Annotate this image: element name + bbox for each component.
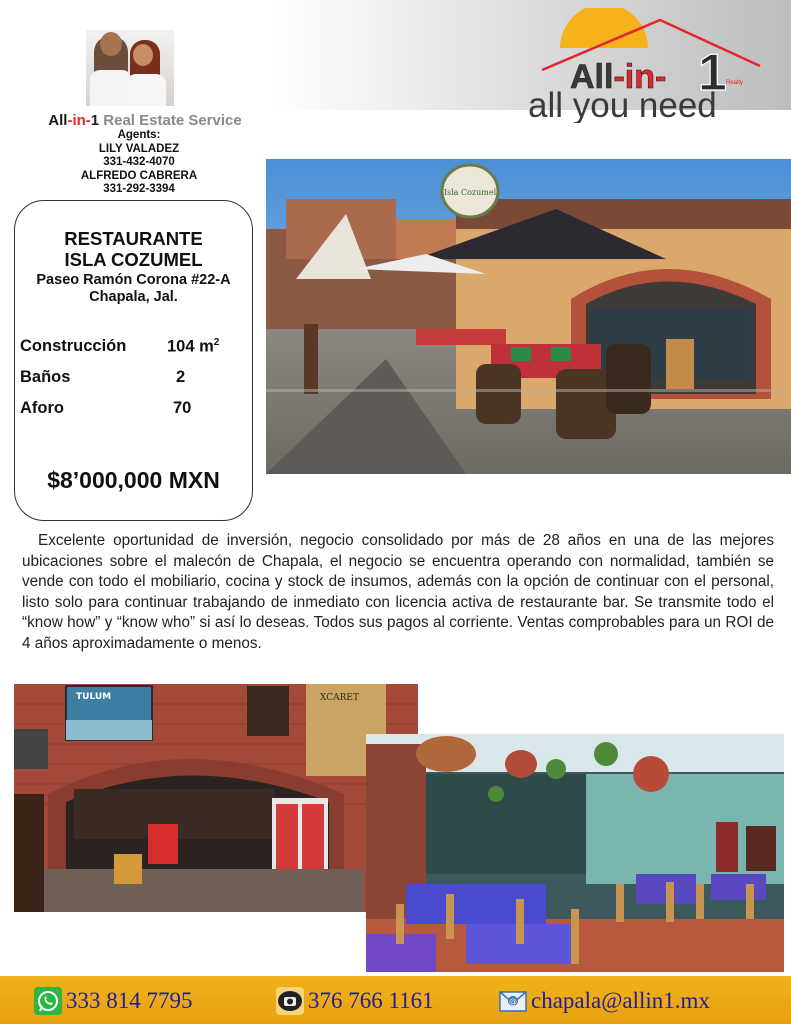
agents-photo: [86, 30, 174, 106]
spec-value-banos: 2: [176, 368, 186, 386]
spec-label-construccion: Construcción: [20, 337, 127, 355]
whatsapp-icon: [34, 987, 62, 1015]
agents-contact-block: [40, 129, 238, 197]
bar-interior-photo: [14, 684, 418, 912]
agent-name: LILY VALADEZ: [98, 142, 180, 155]
company-logo: [520, 8, 775, 123]
email-contact[interactable]: [499, 986, 710, 1016]
spec-value-aforo: 70: [173, 399, 192, 417]
spec-label-banos: Baños: [20, 368, 71, 386]
agent-phone[interactable]: 331-432-4070: [103, 156, 175, 168]
svg-text:TULUM: TULUM: [76, 692, 112, 702]
listing-title: ISLA COZUMEL: [64, 249, 203, 270]
agent-name: ALFREDO CABRERA: [80, 169, 198, 182]
agents-heading: Agents:: [117, 129, 161, 141]
spec-label-aforo: Aforo: [20, 399, 64, 417]
svg-text:Isla Cozumel: Isla Cozumel: [443, 188, 497, 197]
email-icon: [499, 987, 527, 1015]
listing-address: Paseo Ramón Corona #22-A: [36, 272, 231, 288]
telephone-icon: [276, 987, 304, 1015]
whatsapp-number[interactable]: 333 814 7795: [66, 988, 193, 1013]
listing-price: $8’000,000 MXN: [47, 467, 220, 493]
svg-text:1: 1: [698, 44, 727, 102]
listing-title: RESTAURANTE: [64, 228, 203, 249]
svg-text:Realty: Realty: [726, 80, 744, 86]
listing-info-card: [14, 200, 253, 521]
listing-city: Chapala, Jal.: [89, 289, 178, 305]
logo-sun-icon: [560, 8, 648, 48]
svg-text:XCARET: XCARET: [320, 693, 359, 703]
spec-value-construccion: 104 $m^2$: [167, 337, 220, 356]
agency-name: All-in-1 Real Estate Service: [48, 112, 242, 129]
svg-text:all you need: all you need: [528, 86, 717, 123]
restaurant-exterior-photo: [266, 159, 791, 474]
contact-footer: [0, 976, 791, 1024]
phone-number[interactable]: 376 766 1161: [308, 988, 434, 1013]
svg-text:All-in-: All-in-: [570, 58, 667, 96]
listing-description: Excelente oportunidad de inversión, negocio consolidado por más de 28 años en una de las mejores ubicaciones sobre el malecón de Chapala, el negocio se encuentra operando con normalidad, también se vende con todo el mobiliario, cocina y stock de insumos, además con la opción de continuar con el personal, listo solo para continuar trabajando de inmediato con licencia activa de restaurante bar. Se transmite todo el “know how” y “know who” si así lo deseas. Todos sus pagos al corriente. Ventas comprobables para un ROI de 4 años aproximadamente o menos.: [22, 532, 774, 652]
svg-text:@: @: [509, 997, 517, 1006]
whatsapp-contact[interactable]: [34, 986, 193, 1016]
logo-graphic: [520, 8, 775, 123]
email-address[interactable]: chapala@allin1.mx: [531, 988, 710, 1013]
dining-patio-photo: [366, 734, 784, 972]
agent-phone[interactable]: 331-292-3394: [103, 183, 175, 195]
phone-contact[interactable]: [276, 986, 434, 1016]
